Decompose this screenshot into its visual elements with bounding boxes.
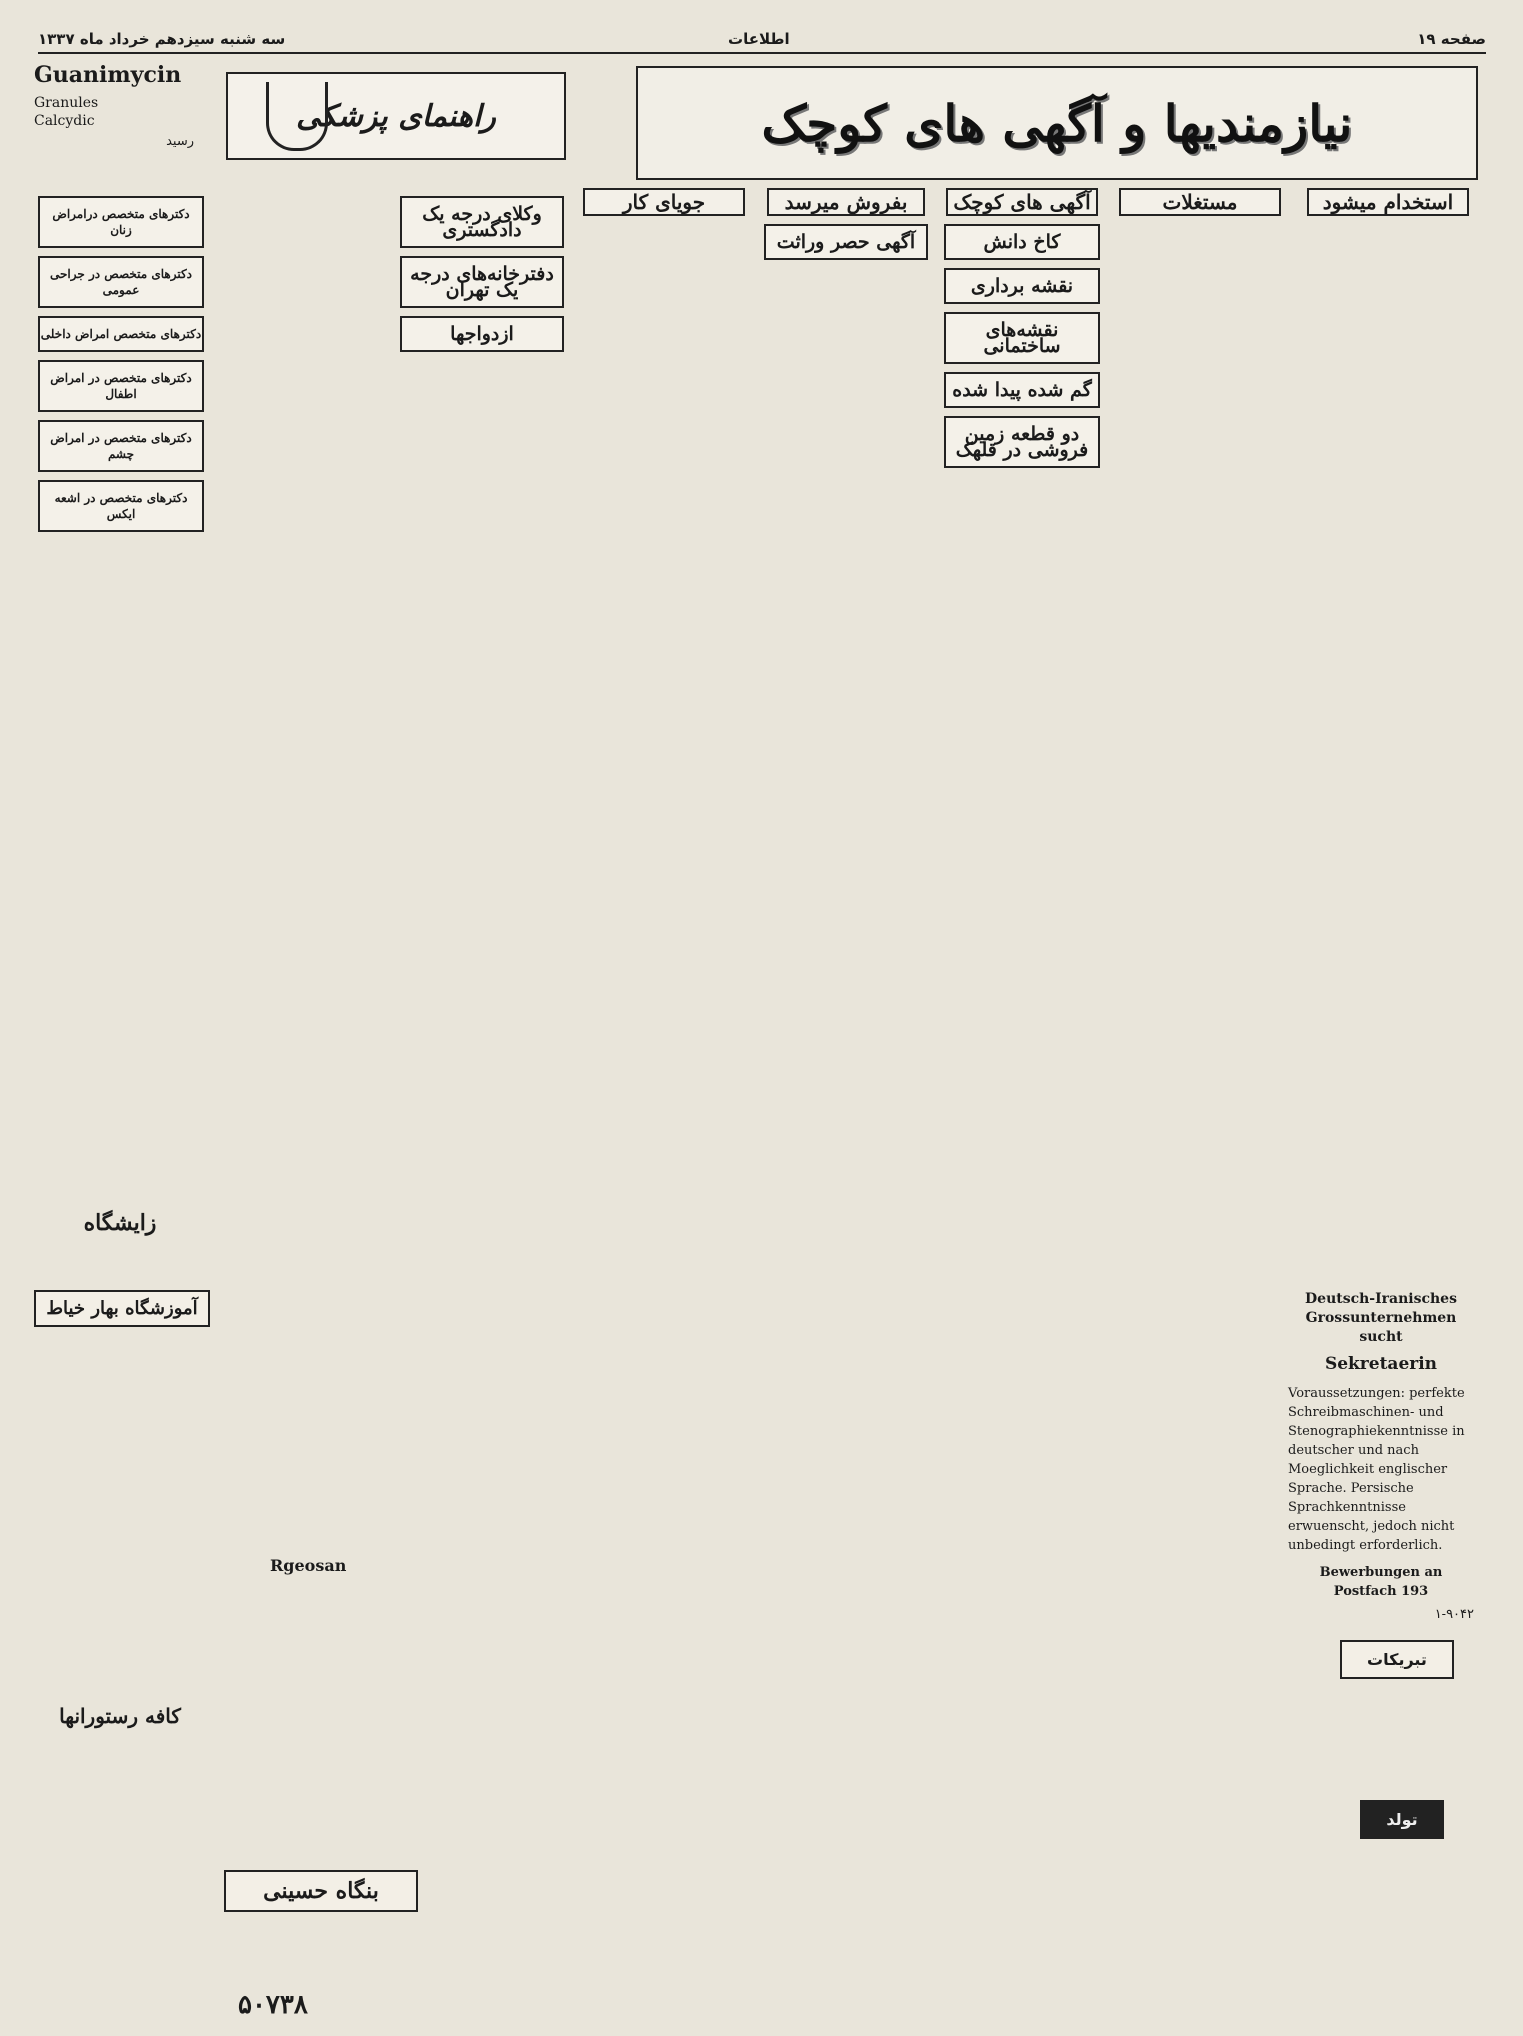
medical-guide-title: راهنمای پزشکی [296, 98, 496, 134]
congratulations-heading: تبریکات [1340, 1640, 1454, 1679]
bongah-heading: بنگاه حسینی [224, 1870, 418, 1912]
rgeosan-ad: Rgeosan [270, 1556, 347, 1575]
newspaper-name: اطلاعات [728, 30, 790, 48]
column-head-job-seekers: جویای کار [583, 188, 745, 216]
banner-title: نیازمندیها و آگهی های کوچک [761, 93, 1353, 153]
section-land-sale: دو قطعه زمین فروشی در قلهک [944, 416, 1100, 468]
doctor-heading-2: دکترهای متخصص در جراحی عمومی [38, 256, 204, 308]
german-ad-company: Deutsch-Iranisches Grossunternehmen sucht [1305, 1291, 1457, 1345]
drug-name: Guanimycin [34, 62, 182, 88]
column-lawyers [396, 188, 568, 1998]
doctor-heading-4: دکترهای متخصص در امراض اطفال [38, 360, 204, 412]
column-job-seekers [576, 188, 752, 1998]
doctor-heading-3: دکترهای متخصص امراض داخلی [38, 316, 204, 352]
drug-advert [34, 62, 204, 192]
restaurants-heading: کافه رستورانها [59, 1704, 181, 1728]
column-head-small-ads: آگهی های کوچک [946, 188, 1098, 216]
column-head-for-sale: بفروش میرسد [767, 188, 926, 216]
birth-heading: تولد [1360, 1800, 1444, 1839]
drug-note: رسید [166, 134, 194, 149]
column-employment [1300, 188, 1476, 1998]
section-kakh-danesh: کاخ دانش [944, 224, 1100, 260]
section-inheritance-notice: آگهی حصر وراثت [764, 224, 928, 260]
column-medical [216, 188, 388, 1998]
section-building-plans: نقشه‌های ساختمانی [944, 312, 1100, 364]
german-job-ad [1288, 1290, 1474, 1624]
doctor-heading-1: دکترهای متخصص درامراض زنان [38, 196, 204, 248]
column-for-sale [760, 188, 932, 1998]
doctor-heading-5: دکترهای متخصص در امراض چشم [38, 420, 204, 472]
column-head-real-estate: مستغلات [1119, 188, 1281, 216]
section-survey: نقشه برداری [944, 268, 1100, 304]
classifieds-banner [636, 66, 1478, 180]
section-marriages: ازدواجها [400, 316, 564, 352]
german-ad-contact: Bewerbungen an Postfach 193 [1319, 1565, 1443, 1599]
maternity-clinic-heading: زایشگاه [83, 1210, 157, 1236]
section-lawyers: وکلای درجه یک دادگستری [400, 196, 564, 248]
column-head-employment: استخدام میشود [1307, 188, 1469, 216]
column-small-ads [940, 188, 1104, 1998]
tailoring-school-heading: آموزشگاه بهار خیاط [34, 1290, 210, 1327]
drug-form: Granules [34, 95, 99, 111]
section-notaries: دفترخانه‌های درجه یک تهران [400, 256, 564, 308]
column-real-estate [1112, 188, 1288, 1998]
german-ad-requirements: Voraussetzungen: perfekte Schreibmaschinen- und Stenographiekenntnisse in deutscher und nach Moeglichkeit englischer Sprache. Persische Sprachkenntnisse erwuenscht, jedoch nicht unbedingt erforderlich. [1288, 1386, 1465, 1553]
german-ad-code: ۱-۹۰۴۲ [1434, 1607, 1474, 1622]
page-number: صفحه ۱۹ [1417, 30, 1486, 48]
drug-variant: Calcydic [34, 113, 95, 129]
bongah-phone: ۵۰۷۳۸ [238, 1990, 308, 2020]
page-header [38, 30, 1486, 54]
issue-date: سه شنبه سیزدهم خرداد ماه ۱۳۳۷ [38, 30, 286, 48]
section-lost-found: گم شده پیدا شده [944, 372, 1100, 408]
doctor-heading-6: دکترهای متخصص در اشعه ایکس [38, 480, 204, 532]
chalice-icon [266, 82, 328, 151]
german-ad-position: Sekretaerin [1324, 1354, 1438, 1374]
medical-guide-banner [226, 72, 566, 160]
